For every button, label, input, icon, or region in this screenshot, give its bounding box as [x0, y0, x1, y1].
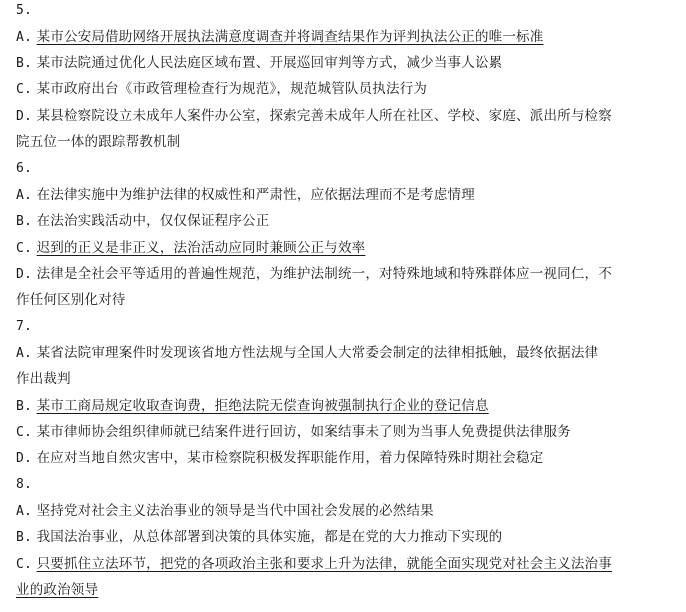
option-text: 在法律实施中为维护法律的权威性和严肃性，应依据法理而不是考虑情理	[36, 187, 475, 203]
option-line	[16, 186, 475, 205]
option-line	[16, 107, 612, 126]
option-text: 在应对当地自然灾害中，某市检察院积极发挥职能作用，着力保障特殊时期社会稳定	[36, 450, 544, 466]
option-text-underlined: 某市工商局规定收取查询费，拒绝法院无偿查询被强制执行企业的登记信息	[36, 398, 489, 414]
option-line	[16, 528, 502, 547]
option-letter: C.	[16, 82, 33, 97]
option-text: 某省法院审理案件时发现该省地方性法规与全国人大常委会制定的法律相抵触，最终依据法律	[36, 345, 599, 361]
option-line	[16, 555, 612, 574]
option-line	[16, 449, 543, 468]
question-number: 8.	[16, 477, 33, 492]
option-line	[16, 212, 269, 231]
option-text: 某市政府出台《市政管理检查行为规范》，规范城管队员执法行为	[36, 81, 428, 97]
option-letter: D.	[16, 109, 33, 124]
option-letter: B.	[16, 214, 33, 229]
option-text: 作出裁判	[16, 371, 71, 387]
option-letter: C.	[16, 425, 33, 440]
option-text-underlined: 业的政治领导	[16, 582, 99, 598]
option-text: 某市法院通过优化人民法庭区域布置、开展巡回审判等方式，减少当事人讼累	[36, 55, 503, 71]
option-text: 法律是全社会平等适用的普遍性规范，为维护法制统一，对特殊地域和特殊群体应一视同仁，不	[36, 266, 612, 282]
option-text-underlined: 只要抓住立法环节，把党的各项政治主张和要求上升为法律，就能全面实现党对社会主义法治事	[36, 556, 612, 572]
option-line	[16, 54, 502, 73]
option-line	[16, 344, 598, 363]
option-letter: C.	[16, 241, 33, 256]
option-line-continued	[16, 291, 126, 309]
option-letter: D.	[16, 451, 33, 466]
question-number: 6.	[16, 161, 33, 176]
option-line	[16, 28, 543, 47]
option-letter: B.	[16, 56, 33, 71]
option-letter: C.	[16, 557, 33, 572]
option-line	[16, 80, 427, 99]
option-text: 坚持党对社会主义法治事业的领导是当代中国社会发展的必然结果	[36, 503, 434, 519]
option-text-underlined: 某市公安局借助网络开展执法满意度调查并将调查结果作为评判执法公正的唯一标准	[36, 29, 544, 45]
option-line	[16, 423, 571, 442]
option-line	[16, 239, 365, 258]
option-text: 院五位一体的跟踪帮教机制	[16, 134, 181, 150]
option-letter: B.	[16, 399, 33, 414]
question-number: 5.	[16, 3, 33, 18]
option-letter: B.	[16, 530, 33, 545]
option-letter: A.	[16, 346, 33, 361]
option-text: 某市律师协会组织律师就已结案件进行回访，如案结事未了则为当事人免费提供法律服务	[36, 424, 571, 440]
option-line	[16, 397, 489, 416]
option-line-continued	[16, 370, 71, 388]
option-text: 某县检察院设立未成年人案件办公室，探索完善未成年人所在社区、学校、家庭、派出所与检察	[36, 108, 612, 124]
option-line-continued	[16, 133, 180, 151]
option-text: 作任何区别化对待	[16, 292, 126, 308]
option-text-underlined: 迟到的正义是非正义，法治活动应同时兼顾公正与效率	[36, 240, 366, 256]
option-letter: A.	[16, 504, 33, 519]
option-line	[16, 502, 434, 521]
question-number: 7.	[16, 319, 33, 334]
option-line	[16, 265, 612, 284]
option-letter: A.	[16, 30, 33, 45]
option-text: 在法治实践活动中，仅仅保证程序公正	[36, 213, 270, 229]
option-text: 我国法治事业，从总体部署到决策的具体实施，都是在党的大力推动下实现的	[36, 529, 503, 545]
option-letter: D.	[16, 267, 33, 282]
option-line-continued	[16, 581, 98, 599]
option-letter: A.	[16, 188, 33, 203]
